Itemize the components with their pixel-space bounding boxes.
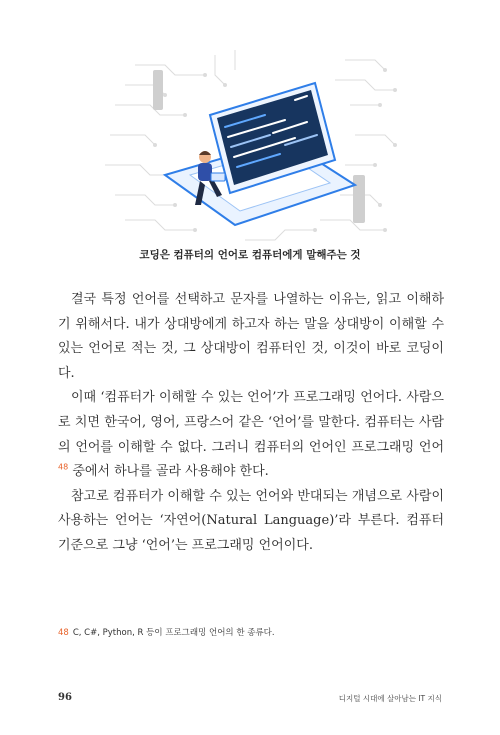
running-title: 디지털 시대에 살아남는 IT 지식 <box>338 694 442 703</box>
paragraph-2-text-before: 이때 ‘컴퓨터가 이해할 수 있는 언어’가 프로그래밍 언어다. 사람으로 치면 한국어, 영어, 프랑스어 같은 ‘언어’를 말한다. 컴퓨터는 사람의 언어를 이해할 수 없다. 그러니 컴퓨터의 언어인 프로그래밍 언어 <box>58 390 444 455</box>
paragraph-3: 참고로 컴퓨터가 이해할 수 있는 언어와 반대되는 개념으로 사람이 사용하는 언어는 ‘자연어(Natural Language)’라 부른다. 컴퓨터 기준으로 그냥 ‘언어’는 프로그래밍 언어이다. <box>58 488 444 553</box>
paragraph-2-text-after: 중에서 하나를 골라 사용해야 한다. <box>68 464 269 480</box>
laptop-coding-illustration <box>95 45 405 250</box>
body-text <box>58 288 444 559</box>
page-number: 96 <box>58 692 72 703</box>
footnote-text: C, C#, Python, R 등이 프로그래밍 언어의 한 종류다. <box>72 628 275 638</box>
paragraph-2 <box>58 386 444 484</box>
footnote <box>58 626 458 638</box>
figure-caption: 코딩은 컴퓨터의 언어로 컴퓨터에게 말해주는 것 <box>139 249 361 261</box>
footnote-number: 48 <box>58 628 69 638</box>
paragraph-1: 결국 특정 언어를 선택하고 문자를 나열하는 이유는, 읽고 이해하기 위해서다. 내가 상대방에게 하고자 하는 말을 상대방이 이해할 수 있는 언어로 적는 것, 그 상대방이 컴퓨터인 것, 이것이 바로 코딩이다. <box>58 292 444 381</box>
footnote-reference[interactable]: 48 <box>58 462 69 472</box>
